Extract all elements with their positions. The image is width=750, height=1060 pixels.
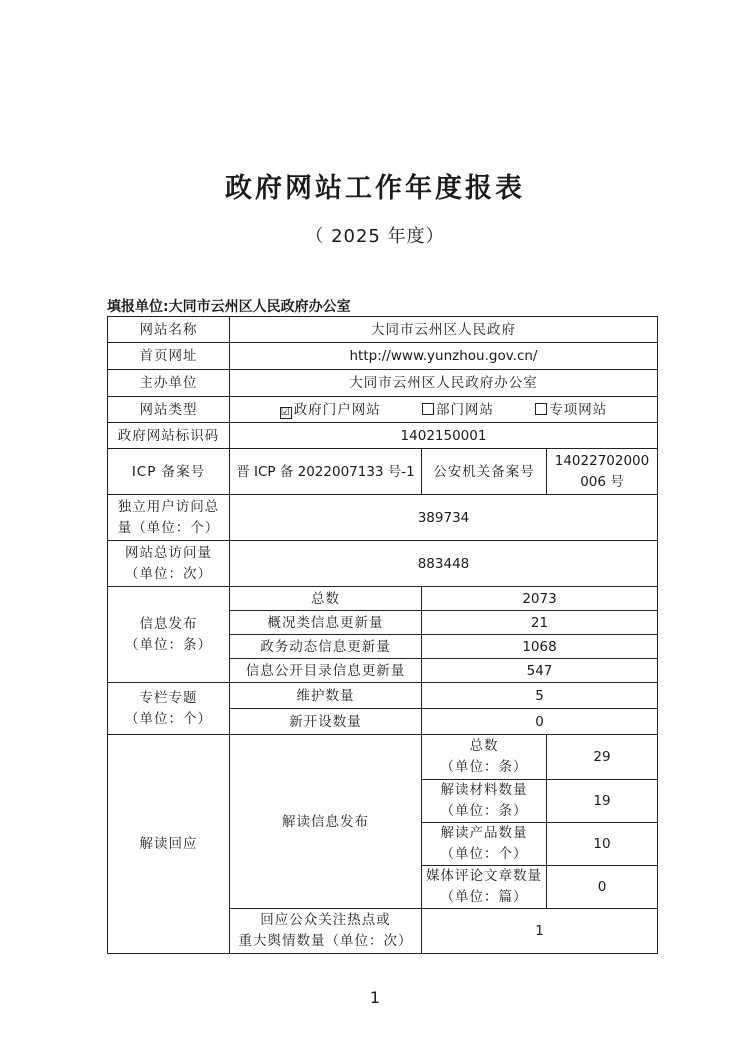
interpretation-item-label: 解读产品数量 （单位：个）: [422, 823, 547, 866]
interpretation-item-label: 总数 （单位：条）: [422, 735, 547, 780]
type-option-portal: [280, 400, 381, 420]
columns-item-value: 0: [422, 709, 658, 735]
site-id-label: 政府网站标识码: [108, 423, 230, 449]
interpretation-item-value: 0: [547, 866, 658, 909]
interpretation-item-label: 媒体评论文章数量 （单位：篇）: [422, 866, 547, 909]
table-row: [108, 735, 658, 780]
filing-unit: 填报单位:大同市云州区人民政府办公室: [107, 299, 351, 315]
unique-visitors-value: 389734: [230, 495, 658, 541]
report-table: [107, 316, 658, 954]
interpretation-item-value: 10: [547, 823, 658, 866]
table-row: [108, 370, 658, 397]
columns-item-label: 新开设数量: [230, 709, 422, 735]
site-name-label: 网站名称: [108, 317, 230, 343]
interpretation-label: 解读回应: [108, 735, 230, 954]
checkbox-icon: [535, 403, 547, 415]
report-year: （ 2025 年度）: [305, 226, 445, 247]
info-release-item-value: 1068: [422, 635, 658, 659]
table-row: [108, 397, 658, 423]
homepage-value: http://www.yunzhou.gov.cn/: [230, 343, 658, 370]
response-count-value: 1: [422, 909, 658, 954]
table-row: [108, 449, 658, 495]
homepage-label: 首页网址: [108, 343, 230, 370]
police-record-value: 14022702000 006 号: [547, 449, 658, 495]
info-release-item-label: 信息公开目录信息更新量: [230, 659, 422, 683]
icp-value: 晋 ICP 备 2022007133 号-1: [230, 449, 422, 495]
interpretation-release-label: 解读信息发布: [230, 735, 422, 909]
info-release-item-value: 547: [422, 659, 658, 683]
type-option-special: [535, 400, 607, 420]
response-count-label: 回应公众关注热点或 重大舆情数量（单位：次）: [230, 909, 422, 954]
info-release-item-label: 政务动态信息更新量: [230, 635, 422, 659]
interpretation-item-label: 解读材料数量 （单位：条）: [422, 780, 547, 823]
info-release-item-label: 概况类信息更新量: [230, 611, 422, 635]
page-number: 1: [369, 988, 381, 1007]
table-row: [108, 683, 658, 709]
table-row: [108, 541, 658, 587]
table-row: [108, 423, 658, 449]
site-type-options: [230, 397, 658, 423]
type-option-label: 政府门户网站: [293, 401, 381, 418]
checked-checkbox-icon: ☑: [280, 406, 291, 418]
interpretation-item-value: 29: [547, 735, 658, 780]
columns-label: 专栏专题 （单位：个）: [108, 683, 230, 735]
table-row: [108, 587, 658, 611]
info-release-item-value: 2073: [422, 587, 658, 611]
icp-label: ICP 备案号: [108, 449, 230, 495]
site-type-label: 网站类型: [108, 397, 230, 423]
sponsor-value: 大同市云州区人民政府办公室: [230, 370, 658, 397]
unique-visitors-label: 独立用户访问总 量（单位：个）: [108, 495, 230, 541]
interpretation-item-value: 19: [547, 780, 658, 823]
columns-item-value: 5: [422, 683, 658, 709]
checkbox-icon: [422, 403, 434, 415]
total-visits-value: 883448: [230, 541, 658, 587]
total-visits-label: 网站总访问量 （单位：次）: [108, 541, 230, 587]
info-release-label: 信息发布 （单位：条）: [108, 587, 230, 683]
table-row: [108, 495, 658, 541]
sponsor-label: 主办单位: [108, 370, 230, 397]
police-record-label: 公安机关备案号: [422, 449, 547, 495]
columns-item-label: 维护数量: [230, 683, 422, 709]
table-row: [108, 317, 658, 343]
type-option-department: [422, 400, 494, 420]
info-release-item-value: 21: [422, 611, 658, 635]
table-row: [108, 343, 658, 370]
type-option-label: 部门网站: [436, 401, 494, 418]
info-release-item-label: 总数: [230, 587, 422, 611]
type-option-label: 专项网站: [549, 401, 608, 418]
report-title: 政府网站工作年度报表: [225, 173, 525, 204]
site-id-value: 1402150001: [230, 423, 658, 449]
site-name-value: 大同市云州区人民政府: [230, 317, 658, 343]
